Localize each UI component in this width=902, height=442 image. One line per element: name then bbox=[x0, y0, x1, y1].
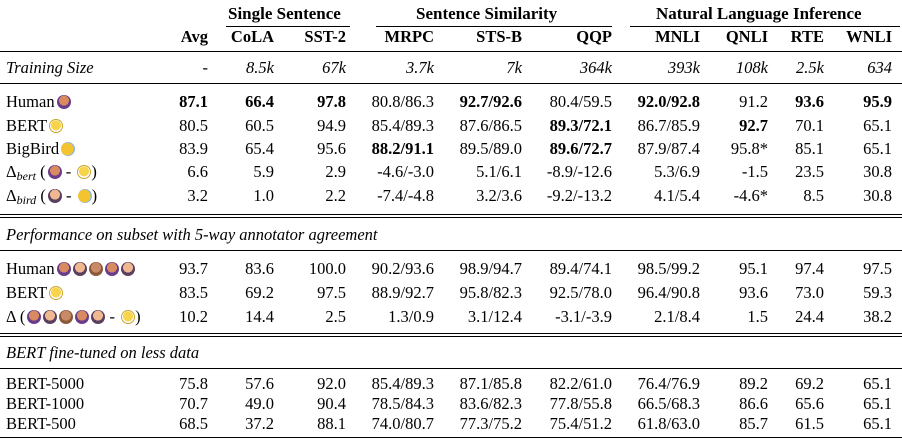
section-title-less-data: BERT fine-tuned on less data bbox=[6, 343, 200, 362]
less-data-row-cell: 65.1 bbox=[863, 394, 892, 413]
less-data-row-cell: 82.2/61.0 bbox=[549, 374, 612, 393]
human-emoji-icon bbox=[91, 310, 105, 324]
less-data-row-cell: 69.2 bbox=[795, 374, 824, 393]
main-row-cell: 80.4/59.5 bbox=[549, 92, 612, 111]
main-row-cell: 92.7 bbox=[739, 116, 768, 135]
less-data-row-cell: 70.7 bbox=[179, 394, 208, 413]
main-row-cell: 66.4 bbox=[245, 92, 274, 111]
main-row-cell: 95.9 bbox=[863, 92, 892, 111]
row-label bbox=[6, 283, 63, 303]
row-label bbox=[6, 162, 97, 186]
paren: ) bbox=[91, 162, 97, 181]
row-label bbox=[6, 139, 75, 159]
row-label bbox=[6, 307, 141, 327]
main-row-cell: 88.2/91.1 bbox=[371, 139, 434, 158]
human-emoji-icon bbox=[27, 310, 41, 324]
main-row-cell: 3.2/3.6 bbox=[476, 186, 522, 205]
human-emoji-icon bbox=[59, 310, 73, 324]
agreement-row-cell: 2.5 bbox=[325, 307, 346, 326]
main-row-cell: 5.3/6.9 bbox=[654, 162, 700, 181]
human-emoji-icon bbox=[75, 310, 89, 324]
agreement-row-cell: 1.5 bbox=[747, 307, 768, 326]
main-row-cell: 23.5 bbox=[795, 162, 824, 181]
row-label-text: Δ bbox=[6, 162, 17, 181]
less-data-row-cell: 57.6 bbox=[245, 374, 274, 393]
row-label-text: BERT bbox=[6, 116, 48, 135]
agreement-row-cell: 3.1/12.4 bbox=[467, 307, 522, 326]
training-size-cell: 364k bbox=[579, 58, 612, 77]
less-data-row-cell: 61.8/63.0 bbox=[637, 414, 700, 433]
human-emoji-icon bbox=[57, 262, 71, 276]
main-row-cell: 92.7/92.6 bbox=[459, 92, 522, 111]
main-row-cell: 30.8 bbox=[863, 186, 892, 205]
agreement-row-cell: 14.4 bbox=[245, 307, 274, 326]
human-emoji-icon bbox=[43, 310, 57, 324]
human-emoji-icon bbox=[121, 262, 135, 276]
less-data-row-cell: 77.8/55.8 bbox=[549, 394, 612, 413]
main-row-cell: -8.9/-12.6 bbox=[546, 162, 612, 181]
column-header-avg: Avg bbox=[180, 27, 208, 46]
main-row-cell: 85.1 bbox=[795, 139, 824, 158]
group-header-single-sentence: Single Sentence bbox=[228, 4, 341, 23]
main-row-cell: -4.6* bbox=[733, 186, 768, 205]
bigbird-emoji-icon bbox=[61, 142, 75, 156]
main-row-cell: 97.8 bbox=[317, 92, 346, 111]
column-header-sst-2: SST-2 bbox=[304, 27, 346, 46]
agreement-row-cell: 59.3 bbox=[863, 283, 892, 302]
less-data-row-cell: 65.6 bbox=[795, 394, 824, 413]
main-row-cell: 87.6/86.5 bbox=[459, 116, 522, 135]
row-label bbox=[6, 116, 63, 136]
less-data-row-cell: 85.4/89.3 bbox=[371, 374, 434, 393]
less-data-row-cell: 90.4 bbox=[317, 394, 346, 413]
main-row-cell: -7.4/-4.8 bbox=[377, 186, 434, 205]
main-row-cell: 65.1 bbox=[863, 116, 892, 135]
main-row-cell: 85.4/89.3 bbox=[371, 116, 434, 135]
agreement-row-cell: 92.5/78.0 bbox=[549, 283, 612, 302]
less-data-row-cell: 65.1 bbox=[863, 414, 892, 433]
main-row-cell: 2.9 bbox=[325, 162, 346, 181]
less-data-row-cell: 37.2 bbox=[245, 414, 274, 433]
main-row-cell: 92.0/92.8 bbox=[637, 92, 700, 111]
agreement-row-cell: 2.1/8.4 bbox=[654, 307, 700, 326]
human-emoji-icon bbox=[105, 262, 119, 276]
agreement-row-cell: 93.6 bbox=[739, 283, 768, 302]
minus: - bbox=[105, 307, 120, 326]
row-label-subscript: bird bbox=[16, 193, 37, 207]
human-emoji-icon bbox=[48, 189, 62, 203]
main-row-cell: 60.5 bbox=[245, 116, 274, 135]
agreement-row-cell: 96.4/90.8 bbox=[637, 283, 700, 302]
row-label bbox=[6, 259, 135, 279]
column-header-cola: CoLA bbox=[230, 27, 274, 46]
agreement-row-cell: 97.5 bbox=[317, 283, 346, 302]
main-row-cell: 89.6/72.7 bbox=[549, 139, 612, 158]
main-row-cell: 87.9/87.4 bbox=[637, 139, 700, 158]
agreement-row-cell: 83.5 bbox=[179, 283, 208, 302]
paren: ( bbox=[15, 307, 26, 326]
row-label: BERT-1000 bbox=[6, 394, 85, 413]
main-row-cell: 94.9 bbox=[317, 116, 346, 135]
training-size-cell: 393k bbox=[667, 58, 700, 77]
bert-emoji-icon bbox=[121, 310, 135, 324]
double-rule-top-2 bbox=[0, 333, 902, 334]
human-emoji-icon bbox=[48, 165, 62, 179]
main-row-cell: -1.5 bbox=[741, 162, 768, 181]
less-data-row-cell: 49.0 bbox=[245, 394, 274, 413]
less-data-row-cell: 88.1 bbox=[317, 414, 346, 433]
agreement-row-cell: 95.8/82.3 bbox=[459, 283, 522, 302]
agreement-row-cell: 98.9/94.7 bbox=[459, 259, 522, 278]
less-data-row-cell: 76.4/76.9 bbox=[637, 374, 700, 393]
human-emoji-icon bbox=[57, 95, 71, 109]
main-row-cell: 83.9 bbox=[179, 139, 208, 158]
main-row-cell: -9.2/-13.2 bbox=[546, 186, 612, 205]
agreement-row-cell: -3.1/-3.9 bbox=[555, 307, 612, 326]
double-rule-bottom bbox=[0, 217, 902, 218]
agreement-row-cell: 88.9/92.7 bbox=[371, 283, 434, 302]
column-header-qqp: QQP bbox=[576, 27, 612, 46]
minus: - bbox=[61, 186, 76, 205]
less-data-row-cell: 75.4/51.2 bbox=[549, 414, 612, 433]
column-header-rte: RTE bbox=[790, 27, 824, 46]
main-row-cell: 30.8 bbox=[863, 162, 892, 181]
group-header-nli: Natural Language Inference bbox=[656, 4, 862, 23]
less-data-row-cell: 87.1/85.8 bbox=[459, 374, 522, 393]
human-emoji-icon bbox=[89, 262, 103, 276]
row-label-text: BigBird bbox=[6, 139, 60, 158]
agreement-row-cell: 95.1 bbox=[739, 259, 768, 278]
less-data-row-cell: 78.5/84.3 bbox=[371, 394, 434, 413]
main-row-cell: 2.2 bbox=[325, 186, 346, 205]
main-row-cell: 93.6 bbox=[795, 92, 824, 111]
double-rule-bottom-2 bbox=[0, 336, 902, 337]
training-size-cell: - bbox=[202, 58, 208, 77]
training-size-cell: 3.7k bbox=[406, 58, 434, 77]
row-label-subscript: bert bbox=[16, 169, 36, 183]
row-label-text: Human bbox=[6, 92, 55, 111]
agreement-row-cell: 10.2 bbox=[179, 307, 208, 326]
main-row-cell: 4.1/5.4 bbox=[654, 186, 700, 205]
row-label-text: BERT bbox=[6, 283, 48, 302]
row-label bbox=[6, 186, 97, 210]
main-row-cell: 89.5/89.0 bbox=[459, 139, 522, 158]
agreement-row-cell: 73.0 bbox=[795, 283, 824, 302]
rule-section2 bbox=[0, 250, 902, 251]
main-row-cell: 80.5 bbox=[179, 116, 208, 135]
main-row-cell: 5.1/6.1 bbox=[476, 162, 522, 181]
main-row-cell: 6.6 bbox=[187, 162, 208, 181]
bert-emoji-icon bbox=[49, 286, 63, 300]
less-data-row-cell: 68.5 bbox=[179, 414, 208, 433]
less-data-row-cell: 74.0/80.7 bbox=[371, 414, 434, 433]
main-row-cell: 91.2 bbox=[739, 92, 768, 111]
paren: ) bbox=[135, 307, 141, 326]
main-row-cell: 65.4 bbox=[245, 139, 274, 158]
minus: - bbox=[61, 162, 76, 181]
bottom-rule bbox=[0, 437, 902, 438]
row-label-text: Δ bbox=[6, 186, 17, 205]
less-data-row-cell: 75.8 bbox=[179, 374, 208, 393]
column-header-mnli: MNLI bbox=[655, 27, 700, 46]
rule-section3 bbox=[0, 368, 902, 369]
paren: ( bbox=[36, 186, 46, 205]
agreement-row-cell: 97.5 bbox=[863, 259, 892, 278]
agreement-row-cell: 1.3/0.9 bbox=[388, 307, 434, 326]
agreement-row-cell: 90.2/93.6 bbox=[371, 259, 434, 278]
main-row-cell: 87.1 bbox=[179, 92, 208, 111]
agreement-row-cell: 83.6 bbox=[245, 259, 274, 278]
row-label: BERT-500 bbox=[6, 414, 76, 433]
less-data-row-cell: 83.6/82.3 bbox=[459, 394, 522, 413]
agreement-row-cell: 93.7 bbox=[179, 259, 208, 278]
main-row-cell: 86.7/85.9 bbox=[637, 116, 700, 135]
agreement-row-cell: 89.4/74.1 bbox=[549, 259, 612, 278]
agreement-row-cell: 24.4 bbox=[795, 307, 824, 326]
training-size-cell: 8.5k bbox=[246, 58, 274, 77]
section-title-agreement: Performance on subset with 5-way annotator agreement bbox=[6, 225, 378, 244]
row-label-text: Human bbox=[6, 259, 55, 278]
paren: ( bbox=[35, 162, 46, 181]
main-row-cell: -4.6/-3.0 bbox=[377, 162, 434, 181]
less-data-row-cell: 92.0 bbox=[317, 374, 346, 393]
agreement-row-cell: 100.0 bbox=[308, 259, 346, 278]
agreement-row-cell: 97.4 bbox=[795, 259, 824, 278]
row-label: BERT-5000 bbox=[6, 374, 85, 393]
bigbird-emoji-icon bbox=[78, 189, 92, 203]
agreement-row-cell: 98.5/99.2 bbox=[637, 259, 700, 278]
column-header-mrpc: MRPC bbox=[384, 27, 434, 46]
main-row-cell: 8.5 bbox=[803, 186, 824, 205]
row-label bbox=[6, 92, 71, 112]
training-size-cell: 2.5k bbox=[796, 58, 824, 77]
rule-after-training bbox=[0, 83, 902, 84]
less-data-row-cell: 89.2 bbox=[739, 374, 768, 393]
less-data-row-cell: 86.6 bbox=[739, 394, 768, 413]
training-size-label: Training Size bbox=[6, 58, 94, 77]
paren: ) bbox=[91, 186, 98, 205]
training-size-cell: 108k bbox=[735, 58, 768, 77]
less-data-row-cell: 66.5/68.3 bbox=[637, 394, 700, 413]
less-data-row-cell: 61.5 bbox=[795, 414, 824, 433]
main-row-cell: 5.9 bbox=[253, 162, 274, 181]
main-row-cell: 89.3/72.1 bbox=[549, 116, 612, 135]
human-emoji-icon bbox=[73, 262, 87, 276]
agreement-row-cell: 69.2 bbox=[245, 283, 274, 302]
main-row-cell: 70.1 bbox=[795, 116, 824, 135]
training-size-cell: 634 bbox=[867, 58, 892, 77]
header-rule bbox=[0, 51, 902, 52]
column-header-qnli: QNLI bbox=[725, 27, 768, 46]
training-size-cell: 67k bbox=[322, 58, 346, 77]
double-rule-top bbox=[0, 214, 902, 215]
row-label-text: Δ bbox=[6, 307, 16, 326]
column-header-wnli: WNLI bbox=[846, 27, 892, 46]
main-row-cell: 65.1 bbox=[863, 139, 892, 158]
bert-emoji-icon bbox=[77, 165, 91, 179]
group-header-sentence-similarity: Sentence Similarity bbox=[416, 4, 558, 23]
column-header-sts-b: STS-B bbox=[476, 27, 522, 46]
less-data-row-cell: 85.7 bbox=[739, 414, 768, 433]
main-row-cell: 80.8/86.3 bbox=[371, 92, 434, 111]
main-row-cell: 95.8* bbox=[730, 139, 768, 158]
training-size-cell: 7k bbox=[506, 58, 522, 77]
less-data-row-cell: 77.3/75.2 bbox=[459, 414, 522, 433]
agreement-row-cell: 38.2 bbox=[863, 307, 892, 326]
bert-emoji-icon bbox=[49, 119, 63, 133]
main-row-cell: 3.2 bbox=[187, 186, 208, 205]
less-data-row-cell: 65.1 bbox=[863, 374, 892, 393]
main-row-cell: 1.0 bbox=[253, 186, 274, 205]
main-row-cell: 95.6 bbox=[317, 139, 346, 158]
